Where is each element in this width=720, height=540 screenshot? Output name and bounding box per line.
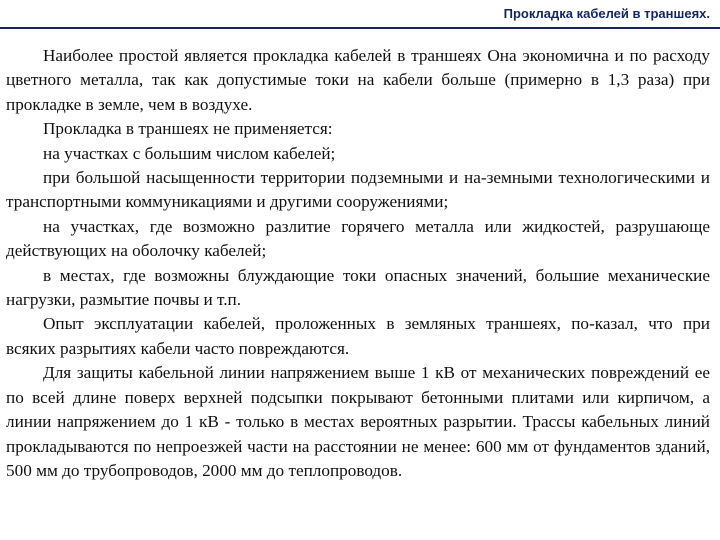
paragraph-not-used: Прокладка в траншеях не применяется: (43, 119, 333, 139)
list-item: при большой насыщенности территории подземными и на-земными технологическими и транспортными коммуникациями и другими сооружениями; (6, 168, 710, 212)
slide-title: Прокладка кабелей в траншеях. (503, 6, 710, 21)
list-item: в местах, где возможны блуждающие токи опасных значений, большие механические нагрузки, размытие почвы и т.п. (6, 265, 710, 310)
paragraph-experience: Опыт эксплуатации кабелей, проложенных в земляных траншеях, по-казал, что при всяких разрытиях кабели часто повреждаются. (6, 314, 710, 358)
list-item: на участках с большим числом кабелей; (43, 143, 336, 163)
list-item: на участках, где возможно разлитие горячего металла или жидкостей, разрушающе действующих на оболочку кабелей; (6, 216, 710, 261)
paragraph-protection: Для защиты кабельной линии напряжением выше 1 кВ от механических повреждений ее по всей длине поверх верхней подсыпки покрывают бетонными плитами или кирпичом, а линии напряжением до 1 кВ - только в местах вероятных разрытии. Трассы кабельных линий прокладываются по непроезжей части на расстоянии не менее: 600 мм от фундаментов зданий, 500 мм до трубопроводов, 2000 мм до теплопроводов. (6, 363, 710, 480)
body-text (6, 44, 710, 483)
title-rule (0, 27, 720, 29)
paragraph-intro: Наиболее простой является прокладка кабелей в траншеях Она экономична и по расходу цветного металла, так как допустимые токи на кабели больше (примерно в 1,3 раза) при прокладке в земле, чем в воздухе. (6, 46, 710, 114)
